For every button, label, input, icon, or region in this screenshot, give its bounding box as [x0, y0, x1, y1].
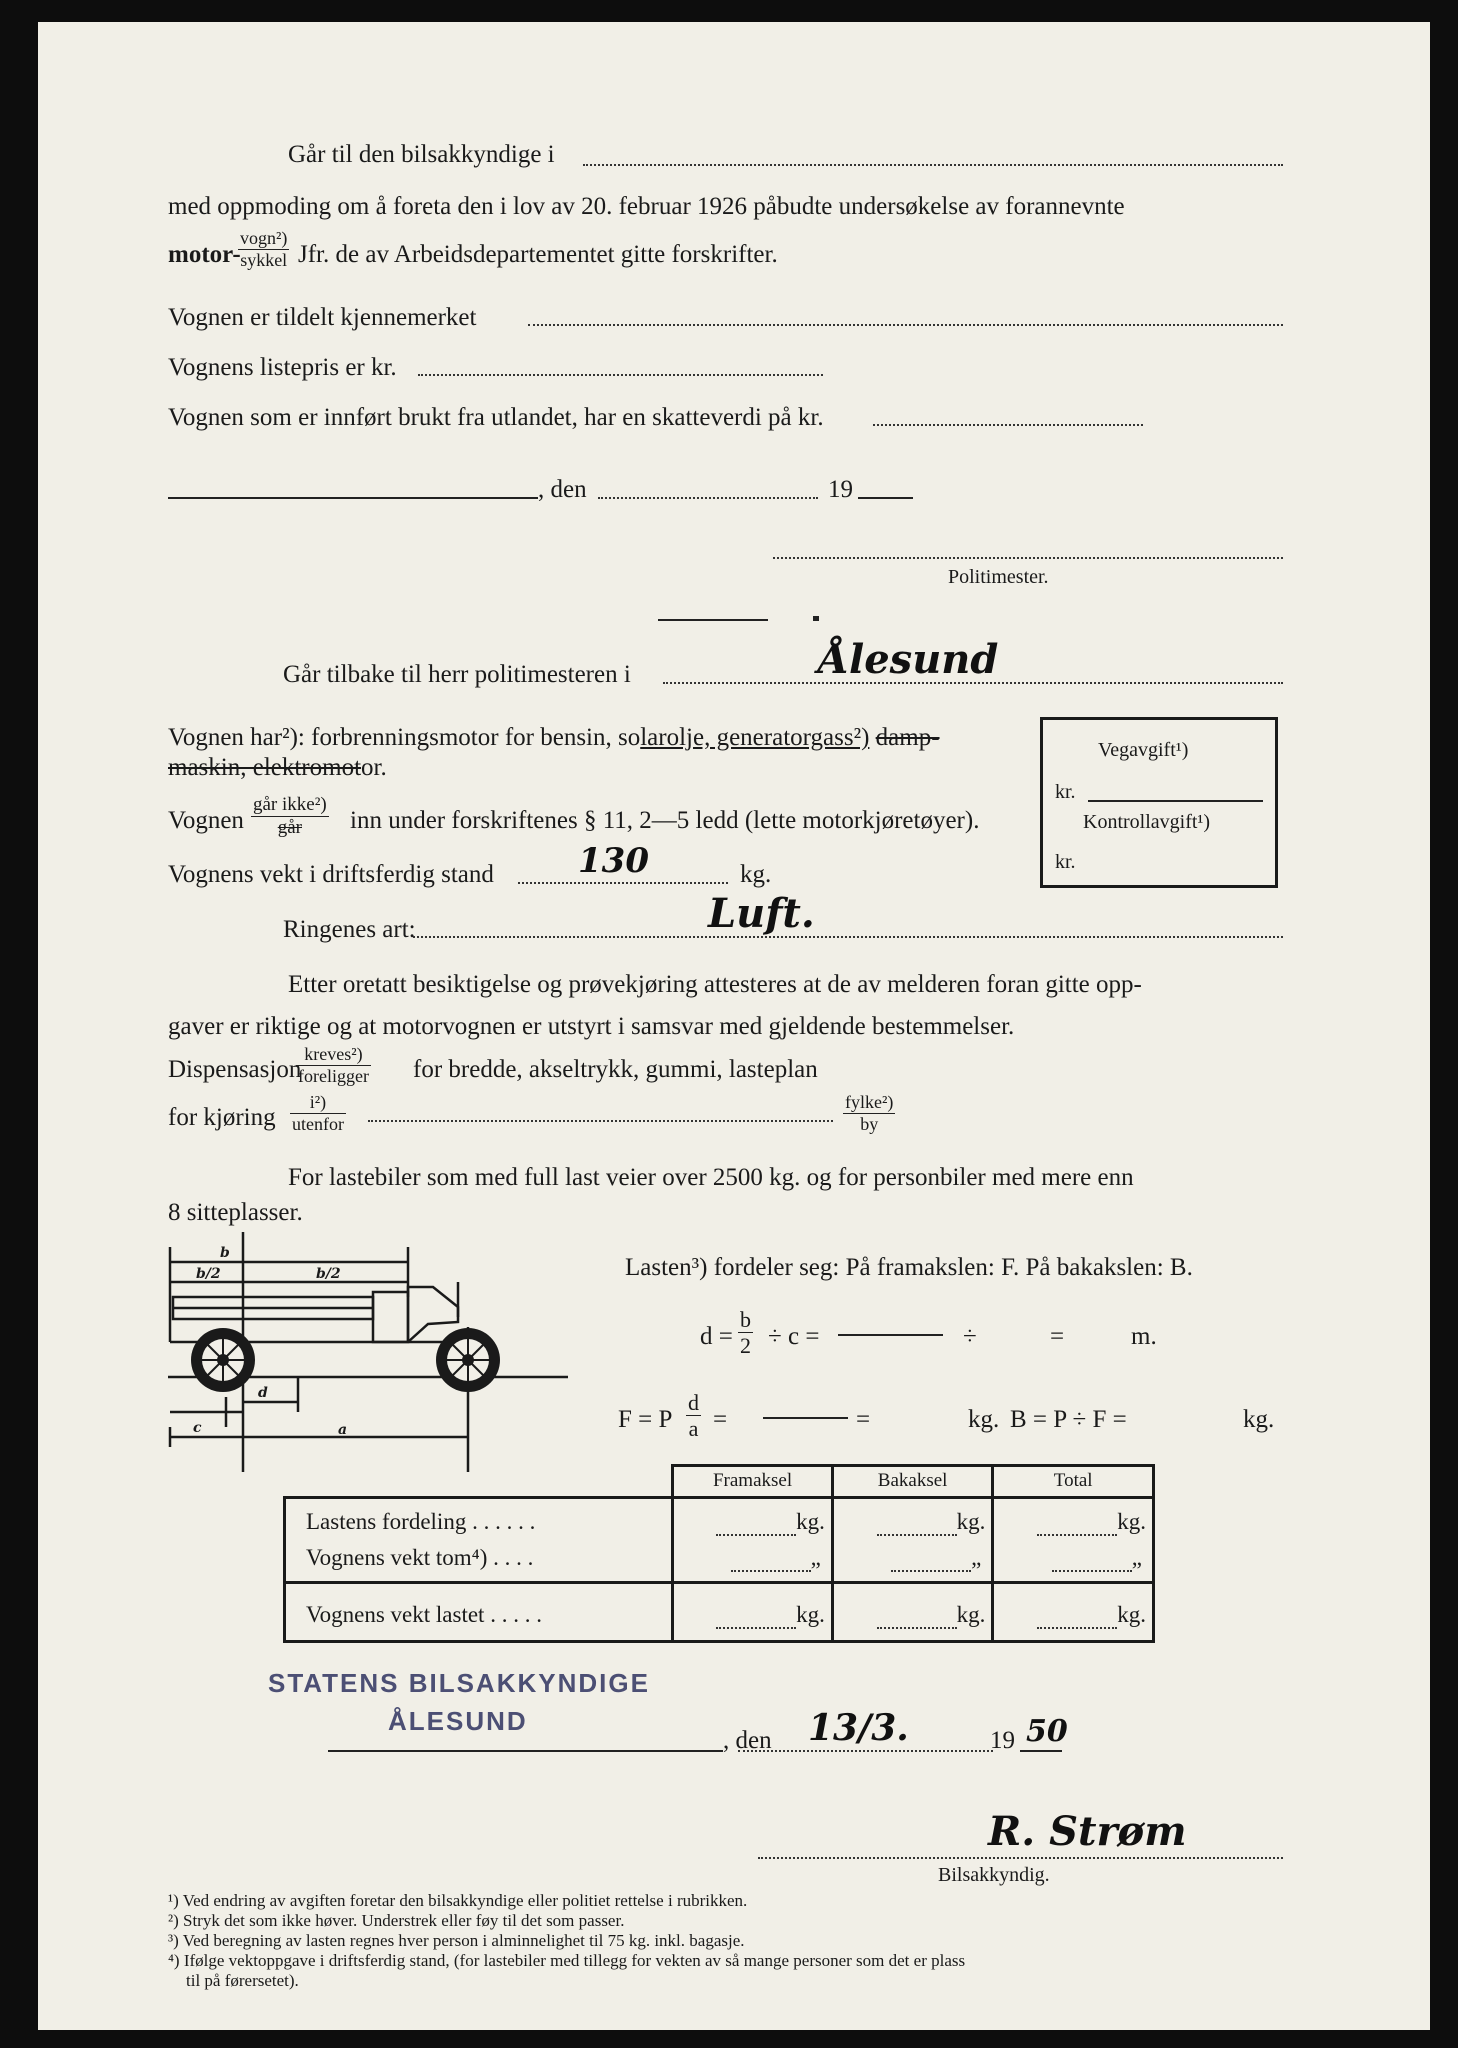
returns-value: Ålesund: [818, 636, 999, 683]
row2-rear-unit: „: [971, 1544, 982, 1570]
row3-rear-unit: kg.: [956, 1601, 986, 1627]
closing-year-value: 50: [1026, 1714, 1068, 1749]
formula-b-unit: kg.: [1243, 1406, 1275, 1433]
place-field[interactable]: [168, 497, 538, 499]
engine-underlined: larolje, generatorgass²): [640, 724, 870, 751]
formula-d-rest: ÷ c =: [768, 1323, 820, 1350]
closing-date-value: 13/3.: [808, 1707, 909, 1749]
road-fee-kr: kr.: [1055, 781, 1076, 803]
list-price-label: Vognens listepris er kr.: [168, 354, 397, 381]
control-fee-kr: kr.: [1055, 851, 1076, 873]
falls-prefix: Vognen: [168, 807, 244, 834]
expert-signature: R. Strøm: [988, 1808, 1187, 1855]
list-price-field[interactable]: [418, 374, 823, 376]
truck-label-c: c: [193, 1420, 202, 1436]
police-signature-line: [773, 557, 1283, 559]
formula-f-unit: kg.: [968, 1406, 1000, 1433]
formula-d-blank-1[interactable]: [838, 1334, 943, 1336]
police-signature-title: Politimester.: [948, 566, 1049, 588]
tyres-field[interactable]: [413, 936, 1283, 938]
returns-label: Går tilbake til herr politimesteren i: [283, 661, 631, 688]
drive-field[interactable]: [368, 1120, 833, 1122]
load-distribution: Lasten³) fordeler seg: På framakslen: F. På bakakslen: B.: [625, 1254, 1193, 1281]
disp-label: Dispensasjon: [168, 1056, 302, 1083]
formula-d-frac-bottom: 2: [740, 1333, 751, 1359]
year-field[interactable]: [858, 497, 913, 499]
formula-f-frac-top: d: [688, 1390, 699, 1415]
engine-line-2: [168, 755, 387, 780]
disp-frac-bottom: foreligger: [298, 1065, 369, 1086]
engine-struck-1: damp-: [875, 724, 940, 751]
formula-f-lhs: F = P: [618, 1406, 673, 1433]
row3-front-unit: kg.: [796, 1601, 825, 1627]
disp-fraction: [296, 1044, 371, 1086]
footnote-4-continued: til på førersetet).: [186, 1971, 299, 1990]
den-label: , den: [538, 476, 587, 503]
motor-frac-top: vogn²): [240, 228, 288, 248]
formula-d-eq: =: [1050, 1323, 1065, 1350]
weight-label: Vognens vekt i driftsferdig stand: [168, 861, 494, 888]
engine-struck-2: maskin, elektromot: [168, 754, 362, 781]
engine-prefix: Vognen har²): forbrenningsmotor for bensin, so: [168, 724, 641, 751]
formula-f-eq2: =: [856, 1406, 871, 1433]
rear-wheel: [436, 1328, 500, 1392]
tyres-label: Ringenes art:: [283, 916, 416, 943]
engine-line: [168, 725, 940, 750]
formula-d-frac-top: b: [740, 1307, 751, 1332]
disp-frac-top: kreves²): [296, 1044, 371, 1066]
road-fee-field[interactable]: [1088, 800, 1263, 802]
formula-d-fraction: [738, 1307, 753, 1359]
motor-fraction: [238, 228, 289, 270]
truck-label-d: d: [258, 1385, 268, 1401]
regs-text: Jfr. de av Arbeidsdepartementet gitte forskrifter.: [298, 241, 778, 268]
year-prefix: 19: [828, 476, 853, 503]
control-fee-label: Kontrollavgift¹): [1083, 811, 1211, 833]
header-rear-axle: Bakaksel: [832, 1466, 993, 1498]
header-front-axle: Framaksel: [673, 1466, 833, 1498]
falls-text: inn under forskriftenes § 11, 2—5 ledd (lette motorkjøretøyer).: [350, 807, 980, 834]
divider-dot: [813, 616, 819, 621]
weight-value: 130: [578, 841, 649, 881]
date-field[interactable]: [598, 497, 818, 499]
formula-f-eq1: =: [713, 1406, 728, 1433]
formula-b: B = P ÷ F =: [1010, 1406, 1127, 1433]
motor-frac-bottom: sykkel: [240, 249, 288, 270]
formula-d-div: ÷: [963, 1323, 977, 1350]
reg-mark-field[interactable]: [528, 324, 1283, 326]
load-intro-1: For lastebiler som med full last veier over 2500 kg. og for personbiler med mere enn: [288, 1164, 1134, 1191]
reg-mark-label: Vognen er tildelt kjennemerket: [168, 304, 477, 331]
row1-front-unit: kg.: [796, 1508, 825, 1534]
row2-total-unit: „: [1131, 1544, 1142, 1570]
closing-year-prefix: 19: [990, 1727, 1015, 1754]
stamp-line-1: STATENS BILSAKKYNDIGE: [268, 1668, 650, 1698]
formula-f-fraction: [686, 1390, 701, 1442]
goes-to-label: Går til den bilsakkyndige i: [288, 141, 555, 168]
row1-total-unit: kg.: [1117, 1508, 1146, 1534]
footnote-2: ²) Stryk det som ikke høver. Understrek eller føy til det som passer.: [168, 1911, 625, 1930]
expert-signature-title: Bilsakkyndig.: [938, 1864, 1050, 1886]
drive-frac-bottom: utenfor: [292, 1113, 344, 1134]
closing-den-label: , den: [723, 1727, 772, 1754]
load-intro-2: 8 sitteplasser.: [168, 1199, 303, 1226]
footnote-3: ³) Ved beregning av lasten regnes hver person i alminnelighet til 75 kg. inkl. bagasje.: [168, 1931, 745, 1950]
fee-box: [1040, 717, 1278, 888]
formula-f-frac-bottom: a: [688, 1416, 699, 1442]
front-wheel: [191, 1328, 255, 1392]
tyres-value: Luft.: [708, 890, 815, 937]
row1-rear-unit: kg.: [956, 1508, 986, 1534]
row2-front-unit: „: [810, 1544, 821, 1570]
road-fee-label: Vegavgift¹): [1098, 739, 1189, 761]
truck-label-b-half-1: b/2: [196, 1266, 221, 1282]
form-page: [38, 22, 1430, 2030]
county-fraction: [843, 1092, 895, 1134]
truck-label-b-half-2: b/2: [316, 1266, 341, 1282]
formula-d-lhs: d =: [700, 1323, 733, 1350]
footnote-1: ¹) Ved endring av avgiften foretar den bilsakkyndige eller politiet rettelse i rubrikken.: [168, 1891, 748, 1910]
formula-f-blank[interactable]: [763, 1417, 848, 1419]
closing-date-field[interactable]: [738, 1750, 993, 1752]
motor-prefix: motor-: [168, 241, 241, 268]
goes-to-field[interactable]: [583, 164, 1283, 166]
load-table: [283, 1464, 1155, 1643]
engine-end: or.: [361, 754, 387, 781]
row3-total-unit: kg.: [1117, 1601, 1146, 1627]
import-value-label: Vognen som er innført brukt fra utlandet, har en skatteverdi på kr.: [168, 404, 824, 431]
disp-text: for bredde, akseltrykk, gummi, lasteplan: [413, 1056, 818, 1083]
truck-label-a: a: [338, 1422, 348, 1438]
row-empty-weight-label: Vognens vekt tom⁴) . . . .: [285, 1539, 673, 1583]
request-text: med oppmoding om å foreta den i lov av 20. februar 1926 påbudte undersøkelse av forannevnte: [168, 193, 1125, 220]
import-value-field[interactable]: [873, 424, 1143, 426]
falls-frac-top: går ikke²): [253, 794, 327, 815]
footnote-4: ⁴) Ifølge vektoppgave i driftsferdig stand, (for lastebiler med tillegg for vekten av så mange personer som det er plass: [168, 1951, 966, 1970]
falls-frac-bottom: går: [277, 816, 302, 838]
falls-fraction: [251, 794, 329, 839]
weight-unit: kg.: [740, 861, 772, 888]
expert-signature-line: [758, 1857, 1283, 1859]
drive-frac-top: i²): [290, 1092, 346, 1114]
section-divider: [658, 619, 768, 621]
formula-d-unit: m.: [1131, 1323, 1157, 1350]
closing-place-field[interactable]: [328, 1750, 723, 1752]
drive-fraction: [290, 1092, 346, 1134]
row-load-distribution-label: Lastens fordeling . . . . . .: [285, 1497, 673, 1539]
header-total: Total: [993, 1466, 1154, 1498]
stamp-line-2: ÅLESUND: [388, 1706, 528, 1736]
weight-field[interactable]: [518, 882, 728, 884]
row-loaded-weight-label: Vognens vekt lastet . . . . .: [285, 1582, 673, 1641]
county-frac-top: fylke²): [845, 1092, 894, 1112]
truck-label-b: b: [220, 1245, 230, 1261]
attest-line-2: gaver er riktige og at motorvognen er utstyrt i samsvar med gjeldende bestemmelser.: [168, 1013, 1015, 1040]
truck-diagram: [168, 1212, 588, 1472]
drive-label: for kjøring: [168, 1104, 276, 1131]
closing-year-field[interactable]: [1020, 1750, 1062, 1752]
attest-line-1: Etter oretatt besiktigelse og prøvekjøring attesteres at de av melderen foran gitte opp-: [288, 971, 1142, 998]
county-frac-bottom: by: [860, 1113, 879, 1134]
